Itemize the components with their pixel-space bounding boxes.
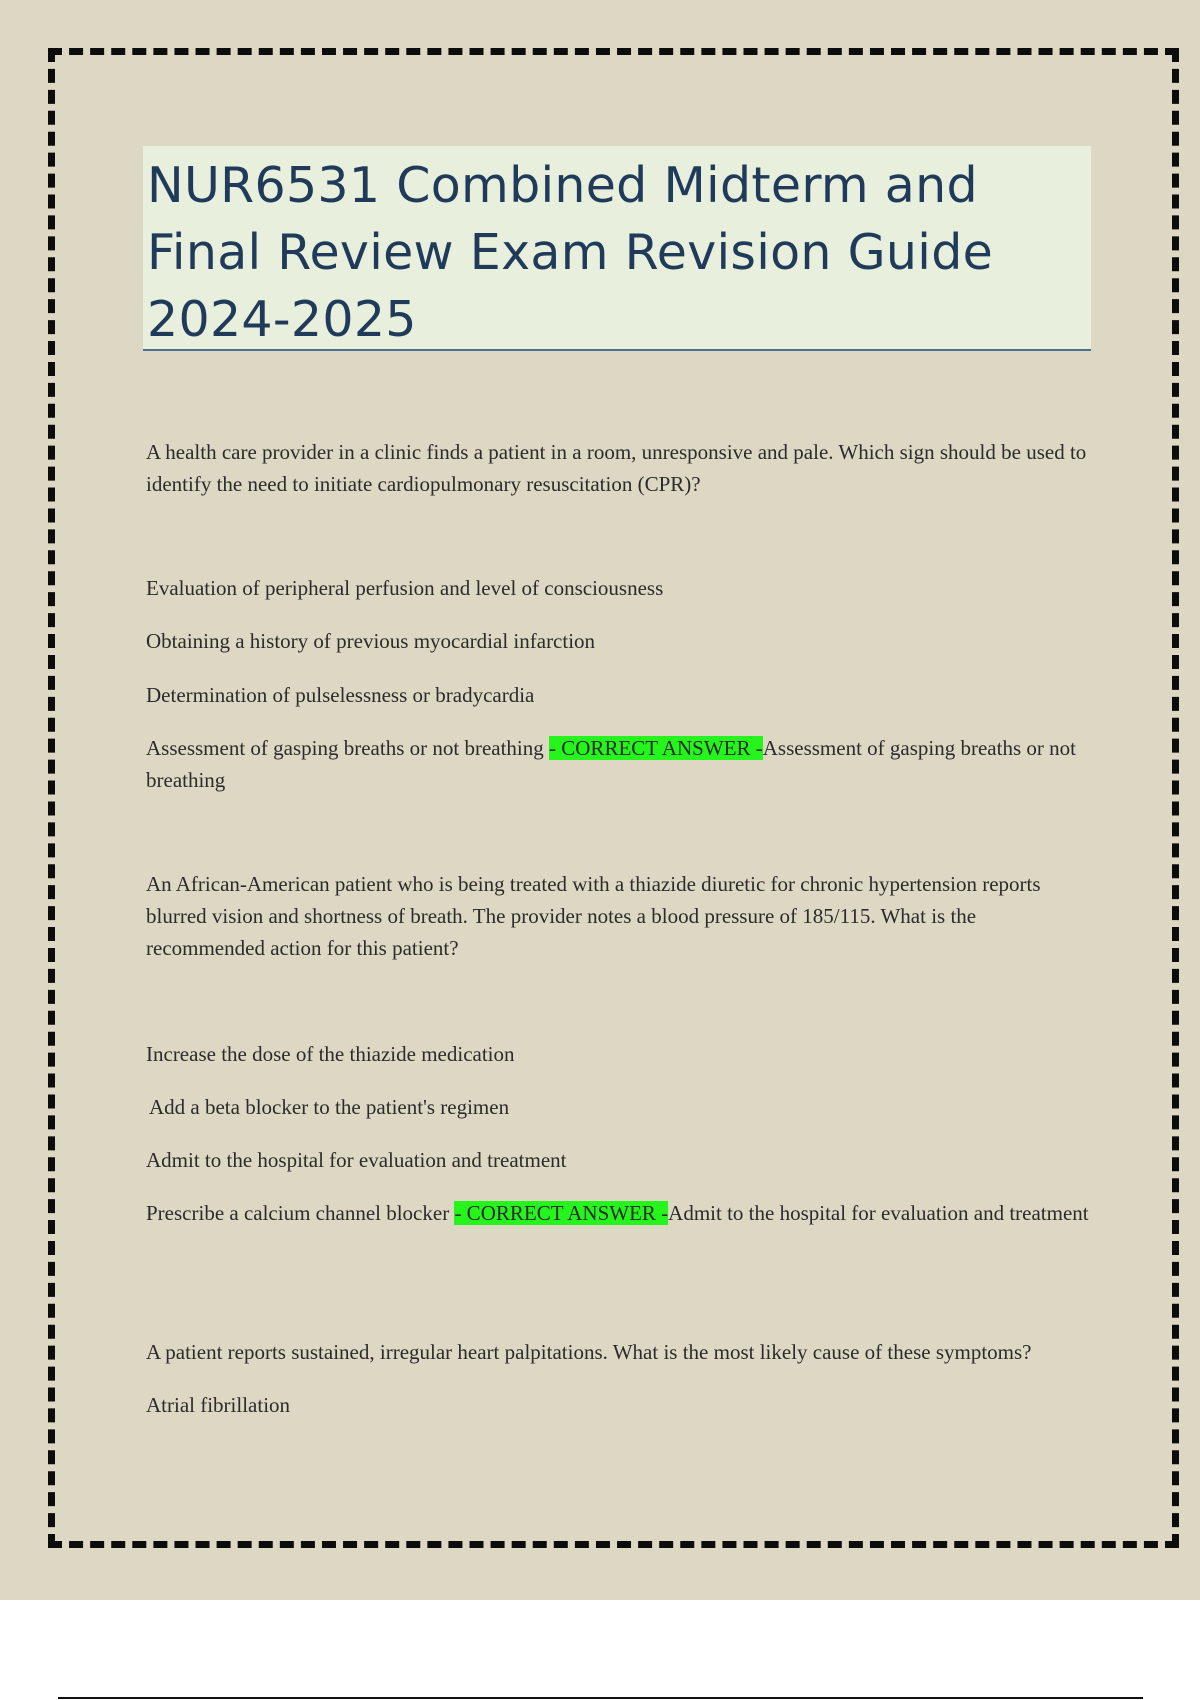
footer-rule [58, 1697, 1143, 1699]
correct-answer-highlight: - CORRECT ANSWER - [549, 736, 763, 760]
question-1-option-2: Obtaining a history of previous myocardial infarction [146, 629, 596, 653]
document-title: NUR6531 Combined Midterm and Final Review Exam Revision Guide 2024-2025 [147, 157, 994, 348]
question-1-option-4-with-answer [146, 732, 1096, 796]
question-2-option-4: Prescribe a calcium channel blocker [146, 1201, 455, 1225]
question-1-text: A health care provider in a clinic finds a patient in a room, unresponsive and pale. Which sign should be used to identify the need to initiate cardiopulmonary resuscitation (CPR)? [146, 440, 1087, 496]
question-2-answer: Admit to the hospital for evaluation and treatment [668, 1201, 1089, 1225]
correct-answer-highlight: - CORRECT ANSWER - [454, 1201, 669, 1225]
question-2-option-3: Admit to the hospital for evaluation and treatment [146, 1148, 567, 1172]
question-3-option-1: Atrial fibrillation [146, 1393, 291, 1417]
question-1-answer: Assessment of gasping breaths or not breathing [146, 736, 1076, 792]
question-2-option-2: Add a beta blocker to the patient's regimen [149, 1095, 510, 1119]
question-1-option-4: Assessment of gasping breaths or not breathing [146, 736, 550, 760]
question-2-option-1: Increase the dose of the thiazide medication [146, 1042, 515, 1066]
question-1-option-1: Evaluation of peripheral perfusion and level of consciousness [146, 576, 664, 600]
question-1-option-3: Determination of pulselessness or bradycardia [146, 683, 535, 707]
question-2-option-4-with-answer [146, 1197, 1096, 1229]
title-box [143, 146, 1091, 351]
question-2-text: An African-American patient who is being treated with a thiazide diuretic for chronic hypertension reports blurred vision and shortness of breath. The provider notes a blood pressure of 185/115. What is the recommended action for this patient? [146, 872, 1041, 960]
question-3-text: A patient reports sustained, irregular heart palpitations. What is the most likely cause of these symptoms? [146, 1340, 1032, 1364]
